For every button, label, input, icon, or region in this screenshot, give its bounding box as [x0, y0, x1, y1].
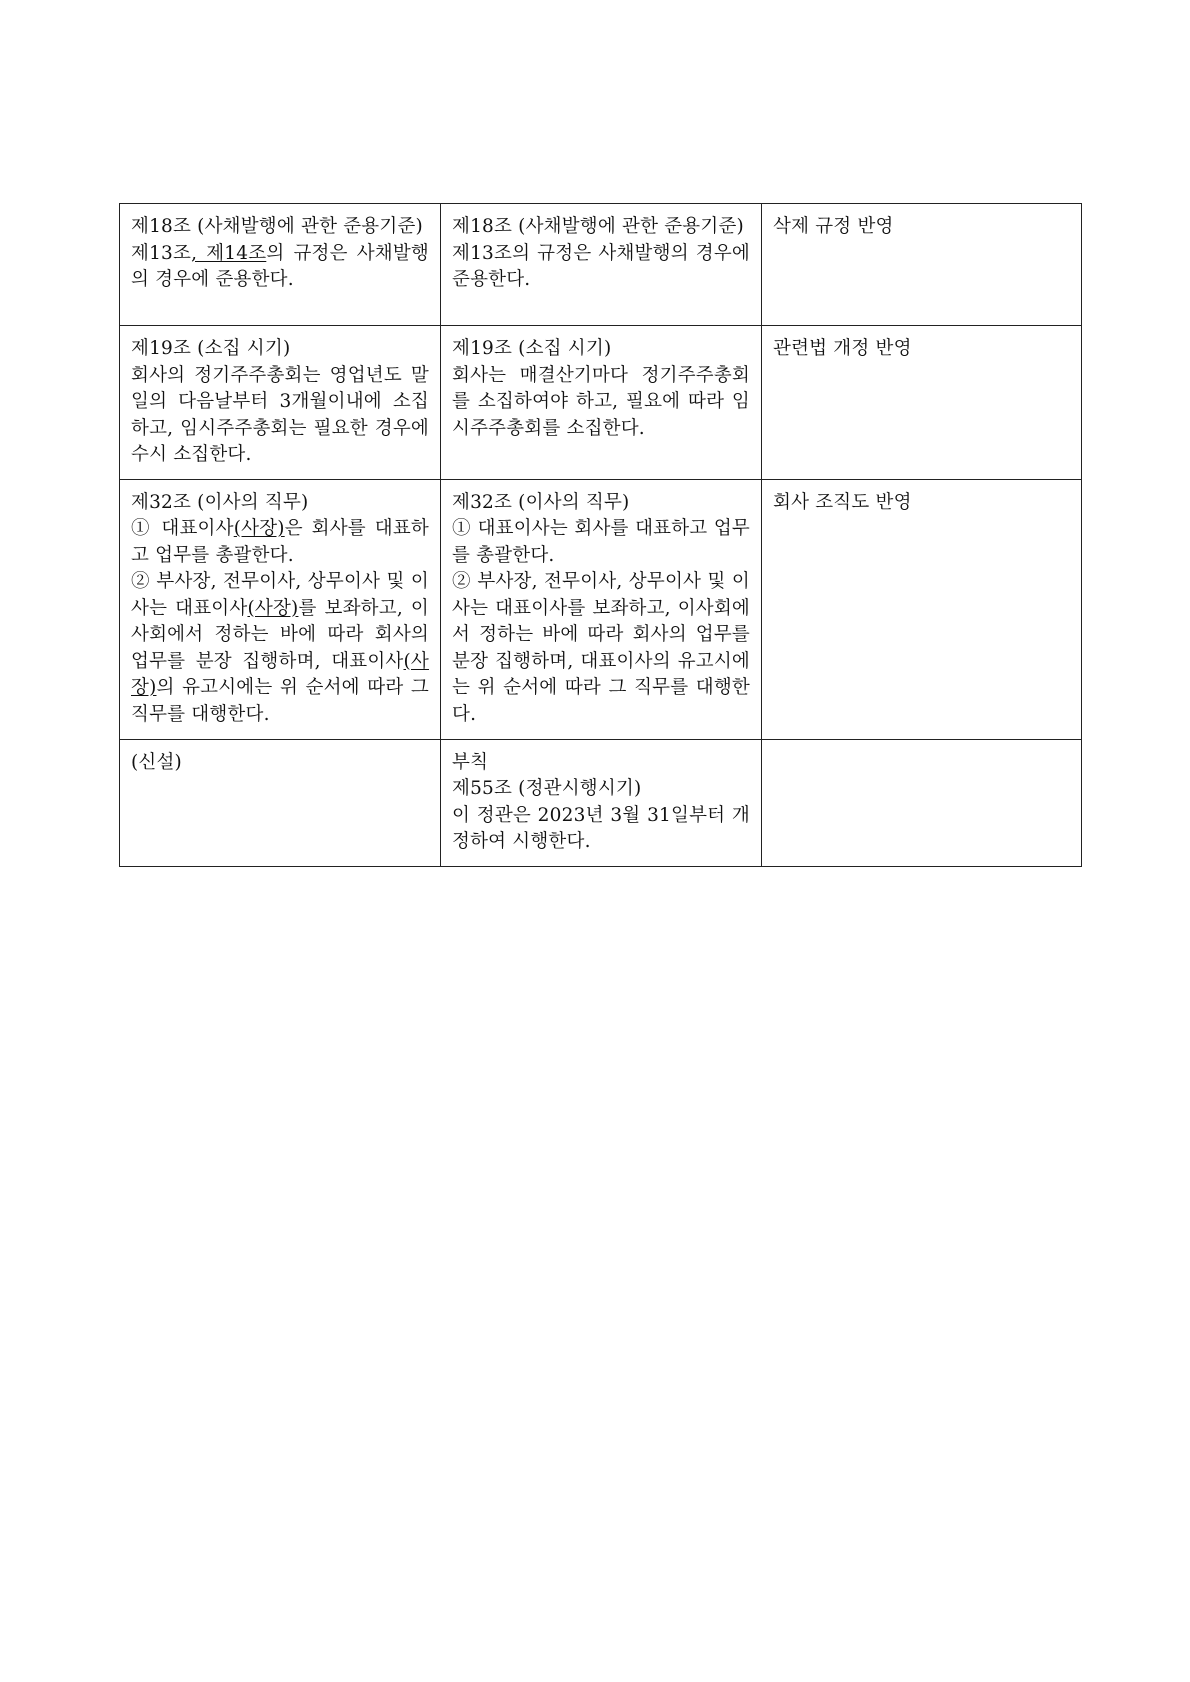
- article-paragraph-2: ② 부사장, 전무이사, 상무이사 및 이사는 대표이사(사장)를 보좌하고, 이사회에서 정하는 바에 따라 회사의 업무를 분장 집행하며, 대표이사(사장)의 유고시에는 위 순서에 따라 그 직무를 대행한다.: [131, 571, 429, 725]
- before-cell: [120, 204, 441, 326]
- after-cell: [441, 204, 762, 326]
- after-cell: [441, 479, 762, 739]
- article-paragraph-1: ① 대표이사(사장)은 회사를 대표하고 업무를 총괄한다.: [131, 518, 429, 566]
- article-title: 제32조 (이사의 직무): [452, 491, 630, 513]
- article-title: 제55조 (정관시행시기): [452, 778, 642, 799]
- article-body: 회사의 정기주주총회는 영업년도 말일의 다음날부터 3개월이내에 소집하고, 임시주주총회는 필요한 경우에 수시 소집한다.: [131, 364, 429, 465]
- new-provision-label: (신설): [131, 751, 182, 773]
- article-body: 회사는 매결산기마다 정기주주총회를 소집하여야 하고, 필요에 따라 임시주주총회를 소집한다.: [452, 364, 750, 439]
- reason-cell: [762, 739, 1082, 866]
- reason-cell: [762, 204, 1082, 326]
- deleted-text: , 제14조: [191, 242, 267, 264]
- article-title: 제18조 (사채발행에 관한 준용기준): [131, 216, 423, 237]
- table-row: [120, 739, 1082, 866]
- article-paragraph-1: ① 대표이사는 회사를 대표하고 업무를 총괄한다.: [452, 518, 750, 566]
- reason-cell: [762, 326, 1082, 480]
- reason-text: 관련법 개정 반영: [773, 338, 912, 359]
- reason-text: 회사 조직도 반영: [773, 491, 912, 513]
- section-heading: 부칙: [452, 751, 489, 773]
- deleted-text: (사장): [131, 650, 429, 698]
- article-title: 제18조 (사채발행에 관한 준용기준): [452, 216, 744, 237]
- before-cell: [120, 326, 441, 480]
- article-body: 이 정관은 2023년 3월 31일부터 개정하여 시행한다.: [452, 804, 750, 852]
- after-cell: [441, 326, 762, 480]
- table-row: [120, 204, 1082, 326]
- before-cell: [120, 479, 441, 739]
- after-cell: [441, 739, 762, 866]
- deleted-text: (사장): [247, 597, 299, 619]
- article-body: 제13조의 규정은 사채발행의 경우에 준용한다.: [452, 242, 750, 290]
- table-row: [120, 326, 1082, 480]
- reason-cell: [762, 479, 1082, 739]
- article-title: 제19조 (소집 시기): [131, 338, 291, 359]
- article-title: 제32조 (이사의 직무): [131, 491, 309, 513]
- before-cell: [120, 739, 441, 866]
- reason-text: 삭제 규정 반영: [773, 216, 894, 237]
- article-title: 제19조 (소집 시기): [452, 338, 612, 359]
- table-row: [120, 479, 1082, 739]
- article-body: 제13조, 제14조의 규정은 사채발행의 경우에 준용한다.: [131, 242, 429, 290]
- article-paragraph-2: ② 부사장, 전무이사, 상무이사 및 이사는 대표이사를 보좌하고, 이사회에서 정하는 바에 따라 회사의 업무를 분장 집행하며, 대표이사의 유고시에는 위 순서에 따라 그 직무를 대행한다.: [452, 571, 750, 725]
- deleted-text: (사장): [233, 518, 285, 539]
- amendment-comparison-table: [119, 203, 1082, 867]
